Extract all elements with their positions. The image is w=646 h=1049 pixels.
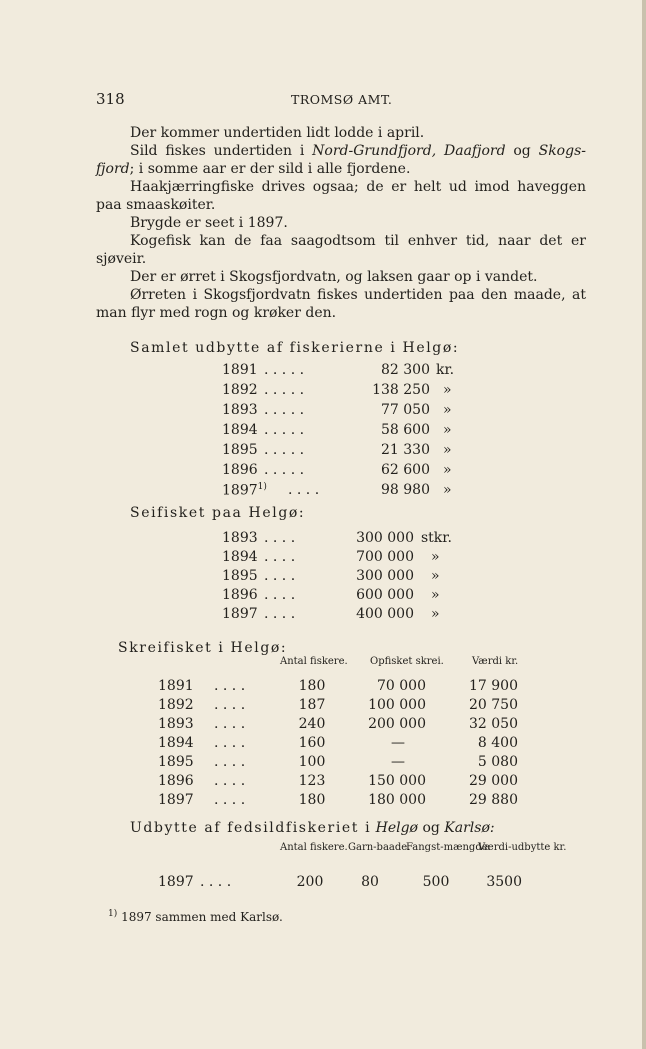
fedsild-heading: Udbytte af fedsildfiskeriet i Helgø og Karlsø: (130, 820, 495, 836)
table-row: 1897 . . . . 180 180 000 29 880 (158, 792, 518, 808)
paragraph-orreten: Ørreten i Skogsfjordvatn fiskes undertiden paa den maade, at man flyr med rogn og krøker den. (96, 287, 586, 321)
table-row: 1892 . . . . . 138 250 » (222, 382, 452, 398)
table-row: 1894 . . . . 700 000 » (222, 549, 440, 565)
paragraph-orret: Der er ørret i Skogsfjordvatn, og laksen gaar op i vandet. (130, 269, 538, 285)
table-row: 1896 . . . . 123 150 000 29 000 (158, 773, 518, 789)
page-number: 318 (96, 90, 125, 108)
table-row: 1891 . . . . . 82 300 kr. (222, 362, 455, 378)
footnote-mark: 1) (257, 482, 267, 492)
table-row: 1897$^{1)}$ . . . . 98 980 » (222, 482, 452, 499)
paragraph-kogefisk: Kogefisk kan de faa saagodtsom til enhver tid, naar det er sjøveir. (96, 233, 586, 267)
footnote: $^{1)}$ 1897 sammen med Karlsø. (108, 909, 283, 924)
samlet-heading: Samlet udbytte af fiskerierne i Helgø: (130, 340, 460, 356)
seifisket-heading: Seifisket paa Helgø: (130, 505, 306, 521)
running-title: TROMSØ AMT. (291, 92, 393, 107)
column-header-antal: Antal fiskere. (280, 656, 348, 667)
table-row: 1893 . . . . 240 200 000 32 050 (158, 716, 518, 732)
footnote-mark: 1) (108, 909, 118, 919)
paragraph-sild: Sild fiskes undertiden i Nord-Grundfjord, Daafjord og Skogs-fjord; i somme aar er der sild i alle fjordene. (96, 143, 586, 177)
table-row: 1895 . . . . 100 — 5 080 (158, 754, 518, 770)
table-row: 1893 . . . . 300 000 stkr. (222, 530, 452, 546)
column-header-vaerdi: Værdi kr. (472, 656, 519, 667)
paragraph-haakjaerring: Haakjærringfiske drives ogsaa; de er helt ud imod haveggen paa smaaskøiter. (96, 179, 586, 213)
table-row: 1896 . . . . . 62 600 » (222, 462, 452, 478)
column-header-vaerdiudbytte: Værdi-udbytte kr. (478, 842, 567, 853)
table-row: 1893 . . . . . 77 050 » (222, 402, 452, 418)
table-row: 1894 . . . . 160 — 8 400 (158, 735, 518, 751)
table-row: 1896 . . . . 600 000 » (222, 587, 440, 603)
column-header-opfisket: Opfisket skrei. (370, 656, 444, 667)
table-row: 1895 . . . . . 21 330 » (222, 442, 452, 458)
column-header-fangstmaengde: Fangst-mængde. (406, 842, 491, 853)
table-row: 1891 . . . . 180 70 000 17 900 (158, 678, 518, 694)
table-row: 1897 . . . . 400 000 » (222, 606, 440, 622)
paragraph-lodde: Der kommer undertiden lidt lodde i april. (130, 125, 425, 141)
skreifisket-heading: Skreifisket i Helgø: (118, 640, 288, 656)
paragraph-brygde: Brygde er seet i 1897. (130, 215, 288, 231)
column-header-garnbaade: Garn-baade. (348, 842, 411, 853)
column-header-antal: Antal fiskere. (280, 842, 348, 853)
table-row: 1895 . . . . 300 000 » (222, 568, 440, 584)
table-row: 1892 . . . . 187 100 000 20 750 (158, 697, 518, 713)
fedsild-row: 1897 . . . . 200 80 500 3500 (158, 874, 522, 890)
table-row: 1894 . . . . . 58 600 » (222, 422, 452, 438)
